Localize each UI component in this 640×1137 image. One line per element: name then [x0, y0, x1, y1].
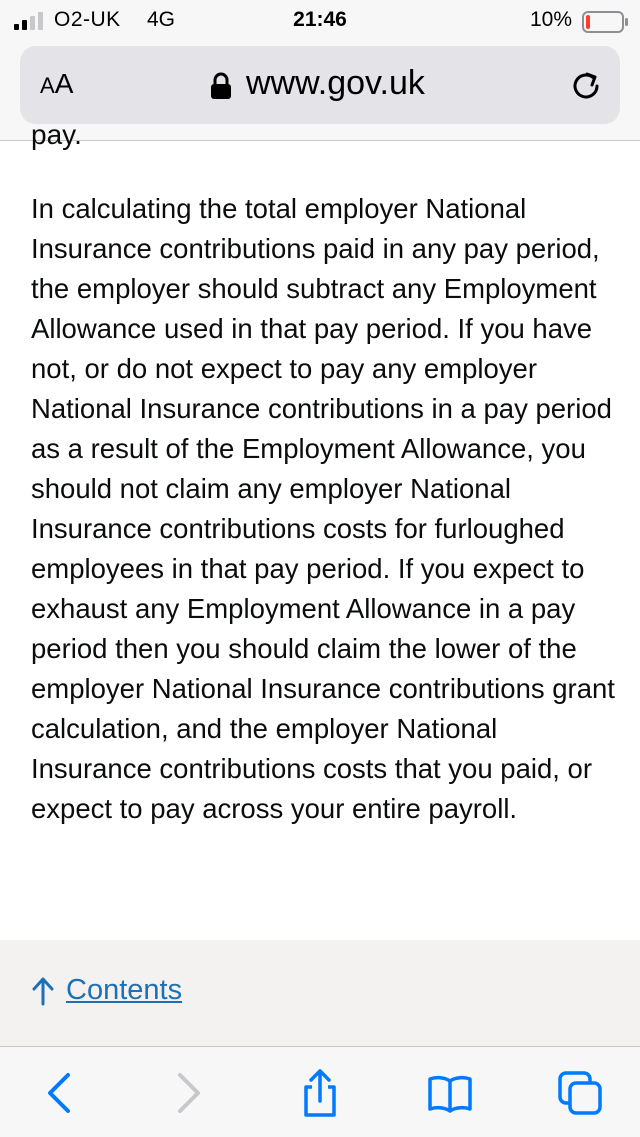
reload-icon[interactable] [568, 68, 604, 104]
address-bar-area [0, 40, 640, 141]
battery-icon [582, 11, 628, 33]
status-bar [0, 0, 640, 40]
carrier-name: O2-UK [54, 8, 121, 31]
tabs-icon[interactable] [556, 1069, 604, 1117]
lock-icon [210, 72, 232, 100]
address-bar[interactable] [20, 46, 620, 124]
cut-off-text: pay. [31, 119, 82, 150]
browser-toolbar [0, 1046, 640, 1137]
page-content [0, 119, 640, 940]
network-type: 4G [147, 8, 176, 31]
clock: 21:46 [293, 8, 347, 31]
battery-percent: 10% [530, 8, 573, 31]
arrow-up-icon [31, 976, 55, 1006]
contents-nav [0, 940, 640, 1046]
contents-link[interactable]: Contents [66, 974, 183, 1006]
body-paragraph: In calculating the total employer National Insurance contributions paid in any pay period, the employer should subtract any Employment Allowance used in that pay period. If you have not, or do not expect to pay any employer National Insurance contributions in a pay period as a result of the Employment Allowance, you should not claim any employer National Insurance contributions costs for furloughed employees in that pay period. If you expect to exhaust any Employment Allowance in a pay period then you should claim the lower of the employer National Insurance contributions grant calculation, and the employer National Insurance contributions costs that you paid, or expect to pay across your entire payroll. [31, 193, 615, 824]
bookmarks-icon[interactable] [426, 1069, 474, 1117]
url-text[interactable]: www.gov.uk [246, 64, 425, 102]
text-size-button[interactable]: AA [40, 68, 74, 99]
share-icon[interactable] [296, 1069, 344, 1117]
back-icon[interactable] [36, 1069, 84, 1117]
forward-icon[interactable] [164, 1069, 212, 1117]
